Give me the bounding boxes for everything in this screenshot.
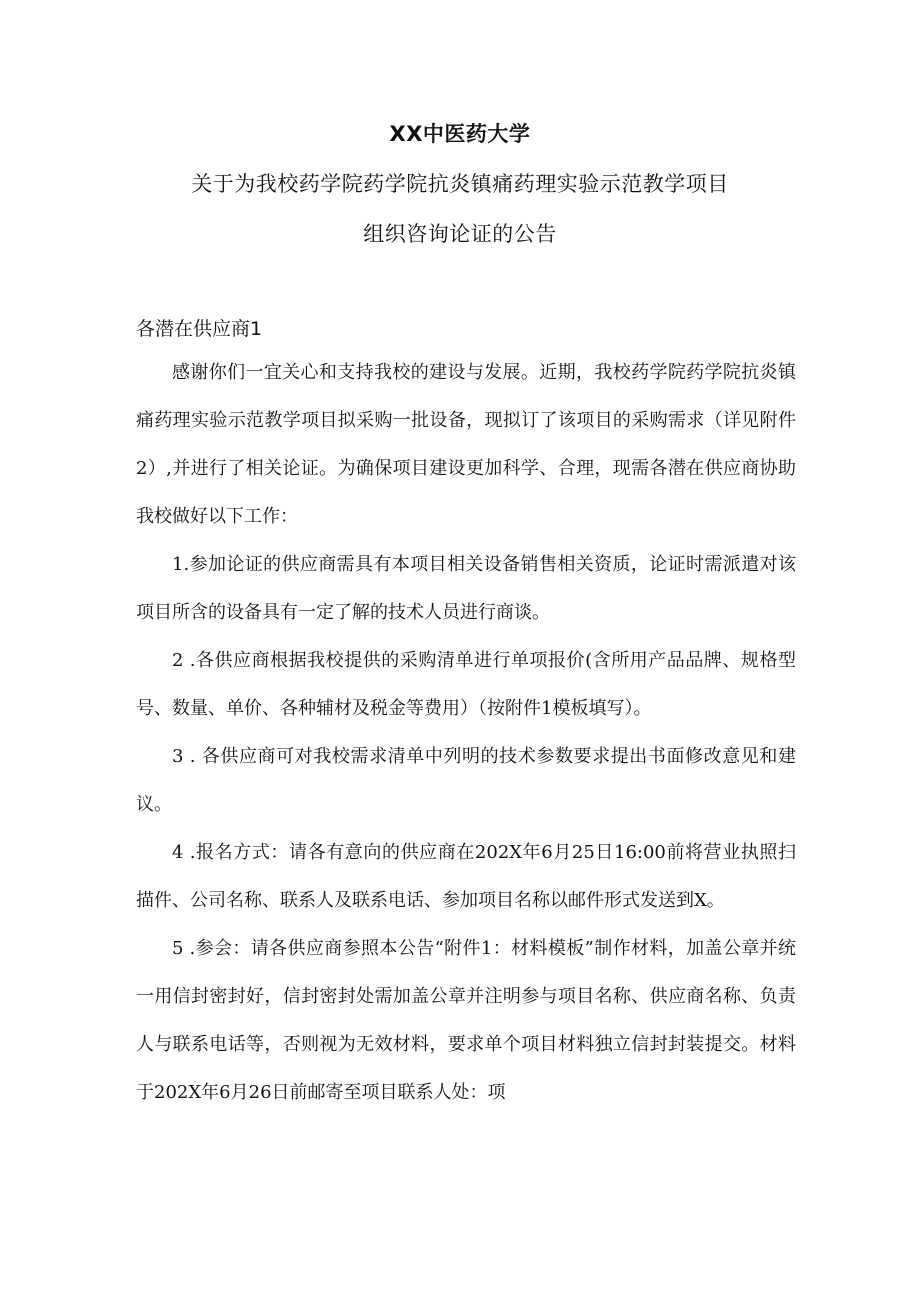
- intro-paragraph: 感谢你们一宜关心和支持我校的建设与发展。近期，我校药学院药学院抗炎镇痛药理实验示范教学项目拟采购一批设备，现拟订了该项目的采购需求（详见附件2）,并进行了相关论证。为确保项目建设更加科学、合理，现需各潜在供应商协助我校做好以下工作：: [136, 362, 796, 527]
- item-2-paragraph: 2 .各供应商根据我校提供的采购清单进行单项报价(含所用产品品牌、规格型号、数量、单价、各种辅材及税金等费用）（按附件1模板填写）。: [136, 650, 796, 719]
- salutation: 各潜在供应商1: [136, 318, 263, 340]
- announcement-title-line1: 关于为我校药学院药学院抗炎镇痛药理实验示范教学项目: [191, 172, 729, 196]
- university-name: XX中医药大学: [389, 122, 531, 146]
- item-5-paragraph: 5 .参会：请各供应商参照本公告“附件1：材料模板”制作材料，加盖公章并统一用信封密封好，信封密封处需加盖公章并注明参与项目名称、供应商名称、负责人与联系电话等，否则视为无效材料，要求单个项目材料独立信封封装提交。材料于202X年6月26日前邮寄至项目联系人处：项: [136, 938, 796, 1103]
- announcement-title-line2: 组织咨询论证的公告: [363, 222, 557, 246]
- item-1-paragraph: 1.参加论证的供应商需具有本项目相关设备销售相关资质，论证时需派遣对该项目所含的设备具有一定了解的技术人员进行商谈。: [136, 554, 796, 623]
- item-3-paragraph: 3 . 各供应商可对我校需求清单中列明的技术参数要求提出书面修改意见和建议。: [136, 746, 796, 815]
- item-4-paragraph: 4 .报名方式：请各有意向的供应商在202X年6月25日16:00前将营业执照扫描件、公司名称、联系人及联系电话、参加项目名称以邮件形式发送到X。: [136, 842, 796, 911]
- announcement-body: [136, 349, 796, 1117]
